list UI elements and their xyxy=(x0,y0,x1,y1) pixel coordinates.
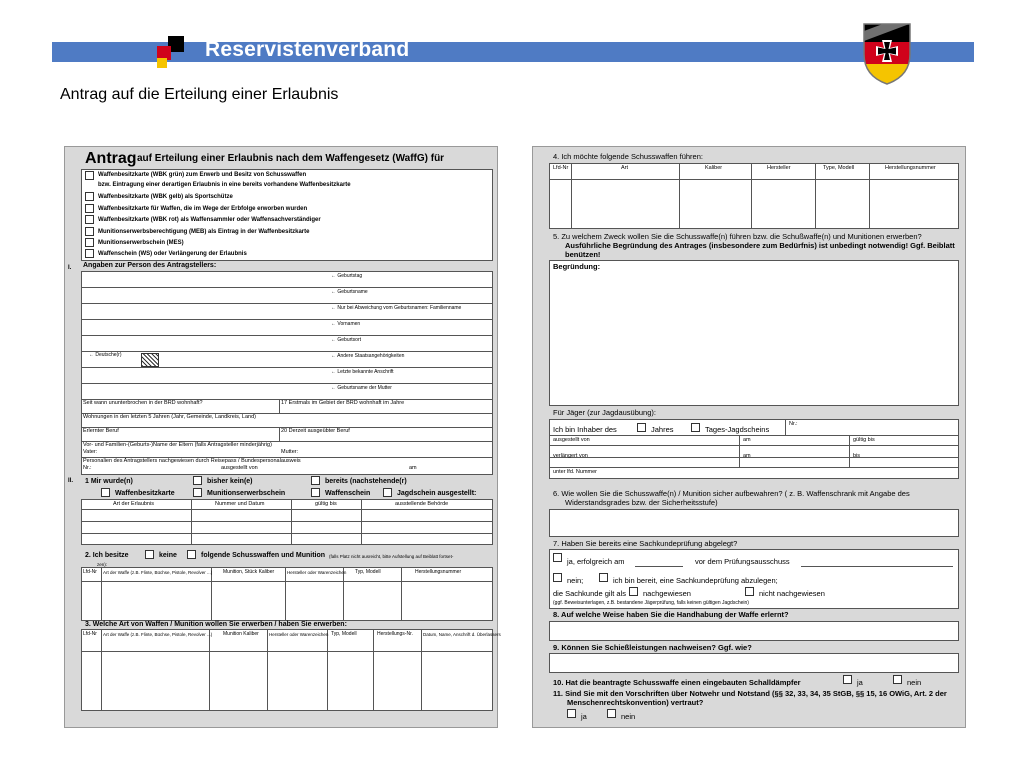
option-label-4: Waffenbesitzkarte (WBK rot) als Waffensammler oder Waffensachverständiger xyxy=(98,217,321,223)
q2-note: (falls Platz nicht ausreicht, bitte Aufstellung auf Beiblatt fortset- xyxy=(329,554,454,559)
ggf-note: (ggf. Beweisunterlagen, z.B. bestandene Jägerprüfung, falls keinen gültigen Jagdschein) xyxy=(553,600,749,606)
inhaber-label: Ich bin Inhaber des xyxy=(553,425,617,434)
section-1-title: Angaben zur Person des Antragstellers: xyxy=(83,262,217,269)
owned-col-1: Lfd-Nr xyxy=(83,569,97,575)
option-label-3: Waffenbesitzkarte für Waffen, die im Wege der Erbfolge erworben wurden xyxy=(98,206,308,212)
jaeger-label: Für Jäger (zur Jagdausübung): xyxy=(553,408,656,417)
field-first-names: ← Vornamen xyxy=(331,321,361,327)
section-2-number: II. xyxy=(68,478,74,484)
acquire-col-2: Art der Waffe (z.B. Flinte, Büchse, Pistole, Revolver ...) xyxy=(103,632,213,637)
sachkunde-gilt-label: die Sachkunde gilt als xyxy=(553,589,626,598)
jagd-nr-label: Nr.: xyxy=(789,421,798,427)
label-ws: Waffenschein xyxy=(325,490,371,497)
checkbox-nachgewiesen[interactable] xyxy=(629,587,638,596)
checkbox-mes[interactable] xyxy=(193,488,202,497)
option-checkbox-5[interactable] xyxy=(85,227,94,236)
checkbox-q11-ja[interactable] xyxy=(567,709,576,718)
tages-label: Tages-Jagdscheins xyxy=(705,425,770,434)
field-family-name: ← Nur bei Abweichung vom Geburtsnamen: Familienname xyxy=(331,305,462,311)
carry-col-5: Type, Modell xyxy=(823,165,855,171)
hatched-box xyxy=(141,353,159,367)
q10-label: 10. Hat die beantragte Schusswaffe einen eingebauten Schalldämpfer xyxy=(553,678,801,687)
label-mutter: Mutter: xyxy=(281,449,299,455)
checkbox-ja-erfolgreich[interactable] xyxy=(553,553,562,562)
begruendung-label: Begründung: xyxy=(553,262,601,271)
acquire-col-1: Lfd-Nr xyxy=(83,631,97,637)
form-page-right xyxy=(532,146,966,728)
field-birth-name: ← Geburtsname xyxy=(331,289,368,295)
label-wohnungen: Wohnungen in den letzten 5 Jahren (Jahr, Gemeinde, Landkreis, Land) xyxy=(83,414,256,420)
checkbox-wbk[interactable] xyxy=(101,488,110,497)
q9-answer-field[interactable] xyxy=(549,653,959,673)
ja-erfolgreich-label: ja, erfolgreich am xyxy=(567,557,625,566)
q8-label: 8. Auf welche Weise haben Sie die Handhabung der Waffe erlernt? xyxy=(553,610,789,619)
q6-line2: Widerstandsgrades bzw. der Sicherheitsstufe) xyxy=(565,498,718,507)
checkbox-tages[interactable] xyxy=(691,423,700,432)
checkbox-bereits[interactable] xyxy=(311,476,320,485)
carry-col-3: Kaliber xyxy=(705,165,723,171)
iron-cross-shield-icon xyxy=(860,20,914,86)
form-heading-big: Antrag xyxy=(85,150,137,167)
checkbox-bereit[interactable] xyxy=(599,573,608,582)
option-label-1: Waffenbesitzkarte (WBK grün) zum Erwerb und Besitz von Schusswaffen xyxy=(98,172,307,178)
label-eltern: Vor- und Familien-(Geburts-)Name der Eltern (falls Antragsteller minderjährig) xyxy=(83,442,272,448)
q7-label: 7. Haben Sie bereits eine Sachkundeprüfung abgelegt? xyxy=(553,539,738,548)
label-vater: Vater: xyxy=(83,449,98,455)
jagd-ausgestellt-von: ausgestellt von xyxy=(553,437,590,443)
form-page-left xyxy=(64,146,501,728)
logo-yellow-square xyxy=(157,58,167,68)
permits-col-1: Art der Erlaubnis xyxy=(113,501,154,507)
checkbox-keine[interactable] xyxy=(145,550,154,559)
carry-col-4: Hersteller xyxy=(767,165,791,171)
label-folgende: folgende Schusswaffen und Munition xyxy=(201,552,326,559)
owned-col-5: Typ, Modell xyxy=(355,569,381,575)
q11-line2: Menschenrechtskonvention) vertraut? xyxy=(567,698,704,707)
q4-label: 4. Ich möchte folgende Schusswaffen führen: xyxy=(553,152,703,161)
permits-col-2: Nummer und Datum xyxy=(215,501,265,507)
q1-label: 1 Mir wurde(n) xyxy=(85,478,133,485)
acquire-col-4: Hersteller oder Warenzeichen xyxy=(269,632,329,637)
label-seit-wann: Seit wann ununterbrochen in der BRD wohnhaft? xyxy=(83,400,203,406)
acquire-col-3: Munition Kaliber xyxy=(223,631,259,637)
nein-label: nein; xyxy=(567,576,584,585)
label-keine: keine xyxy=(159,552,177,559)
label-nr: Nr.: xyxy=(83,465,92,471)
table-acquire-weapons xyxy=(81,629,493,711)
nicht-nachgewiesen-label: nicht nachgewiesen xyxy=(759,589,825,598)
label-wbk: Waffenbesitzkarte xyxy=(115,490,175,497)
bereit-label: ich bin bereit, eine Sachkundeprüfung abzulegen; xyxy=(613,576,778,585)
q6-answer-field[interactable] xyxy=(549,509,959,537)
option-checkbox-6[interactable] xyxy=(85,238,94,247)
jagd-am-1: am xyxy=(743,437,751,443)
nachgewiesen-label: nachgewiesen xyxy=(643,589,691,598)
field-last-address: ← Letzte bekannte Anschrift xyxy=(331,369,394,375)
q5-line2: Ausführliche Begründung des Antrages (insbesondere zum Bedürfnis) ist unbedingt notwendig! Ggf. Beiblatt xyxy=(565,241,955,250)
option-label-2: Waffenbesitzkarte (WBK gelb) als Sportschütze xyxy=(98,194,233,200)
checkbox-q10-nein[interactable] xyxy=(893,675,902,684)
label-derzeit: 20 Derzeit ausgeübter Beruf xyxy=(281,428,350,434)
q11-line1: 11. Sind Sie mit den Vorschriften über Notwehr und Notstand (§§ 32, 33, 34, 35 StGB, §§ 15, 16 OWiG, Art. 2 der xyxy=(553,689,947,698)
option-label-6: Munitionserwerbschein (MES) xyxy=(98,240,184,246)
owned-col-3: Munition, Stück Kaliber xyxy=(223,569,275,575)
page-title: Antrag auf die Erteilung einer Erlaubnis xyxy=(60,86,339,103)
checkbox-q10-ja[interactable] xyxy=(843,675,852,684)
checkbox-bisher-kein[interactable] xyxy=(193,476,202,485)
checkbox-q11-nein[interactable] xyxy=(607,709,616,718)
field-other-nationality: ← Andere Staatsangehörigkeiten xyxy=(331,353,405,359)
jagd-gueltig-bis: gültig bis xyxy=(853,437,875,443)
option-label-1b: bzw. Eintragung einer derartigen Erlaubnis in eine bereits vorhandene Waffenbesitzkarte xyxy=(98,182,351,188)
option-checkbox-7[interactable] xyxy=(85,249,94,258)
q2-note2: zen): xyxy=(97,562,108,567)
label-ausgestellt-von: ausgestellt von xyxy=(221,465,258,471)
acquire-col-6: Herstellungs-Nr. xyxy=(377,631,413,637)
option-checkbox-2[interactable] xyxy=(85,192,94,201)
option-label-7: Waffenschein (WS) oder Verlängerung der Erlaubnis xyxy=(98,251,247,257)
label-am: am xyxy=(409,465,417,471)
owned-col-4: Hersteller oder Warenzeichen xyxy=(287,570,347,575)
owned-col-2: Art der Waffe (z.B. Flinte, Büchse, Pistole, Revolver ...) xyxy=(103,570,213,575)
jagd-verlaengert-von: verlängert von xyxy=(553,453,588,459)
checkbox-nein[interactable] xyxy=(553,573,562,582)
q8-answer-field[interactable] xyxy=(549,621,959,641)
q6-line1: 6. Wie wollen Sie die Schusswaffe(n) / Munition sicher aufbewahren? ( z. B. Waffenschrank mit Angabe des xyxy=(553,489,910,498)
label-erstmals: 17 Erstmals im Gebiet der BRD wohnhaft im Jahre xyxy=(281,400,405,406)
q3-label: 3. Welche Art von Waffen / Munition wollen Sie erwerben / haben Sie erwerben: xyxy=(85,621,347,628)
field-mother-birthname: ← Geburtsname der Mutter xyxy=(331,385,392,391)
permits-col-3: gültig bis xyxy=(315,501,337,507)
section-1-number: I. xyxy=(68,265,72,271)
carry-col-1: Lfd-Nr xyxy=(553,165,569,171)
vor-dem-label: vor dem Prüfungsausschuss xyxy=(695,557,790,566)
label-bereits: bereits (nachstehende(r) xyxy=(325,478,407,485)
field-birthplace: ← Geburtsort xyxy=(331,337,362,343)
org-name: Reservistenverband xyxy=(205,38,410,61)
q2-label: 2. Ich besitze xyxy=(85,552,129,559)
table-carry-weapons xyxy=(549,163,959,229)
q11-nein-label: nein xyxy=(621,712,636,721)
checkbox-jahres[interactable] xyxy=(637,423,646,432)
option-checkbox-3[interactable] xyxy=(85,204,94,213)
begruendung-field[interactable] xyxy=(549,260,959,406)
permits-col-4: ausstellende Behörde xyxy=(395,501,449,507)
q11-ja-label: ja xyxy=(581,712,587,721)
jahres-label: Jahres xyxy=(651,425,674,434)
q10-ja-label: ja xyxy=(857,678,863,687)
checkbox-ws[interactable] xyxy=(311,488,320,497)
jagd-am-2: am xyxy=(743,453,751,459)
checkbox-nicht-nachgewiesen[interactable] xyxy=(745,587,754,596)
form-heading: auf Erteilung einer Erlaubnis nach dem Waffengesetz (WaffG) für xyxy=(137,153,445,164)
checkbox-folgende[interactable] xyxy=(187,550,196,559)
label-bisher-kein: bisher kein(e) xyxy=(207,478,253,485)
option-checkbox-1[interactable] xyxy=(85,171,94,180)
field-deutscher: ← Deutsche(r) xyxy=(89,352,122,358)
label-personalien: Personalien des Antragstellers nachgewiesen durch Reisepass / Bundespersonalausweis xyxy=(83,458,301,464)
checkbox-jagd[interactable] xyxy=(383,488,392,497)
carry-col-6: Herstellungsnummer xyxy=(885,165,936,171)
carry-col-2: Art xyxy=(621,165,629,171)
q5-line1: 5. Zu welchem Zweck wollen Sie die Schusswaffe(n) führen bzw. die Schußwaffe(n) und Munitionen erwerben? xyxy=(553,232,922,241)
acquire-col-5: Typ, Modell xyxy=(331,631,357,637)
owned-col-6: Herstellungsnummer xyxy=(415,569,462,575)
jagd-unter-nr: unter lfd. Nummer xyxy=(553,469,598,475)
acquire-col-7: Datum, Name, Anschrift d. Überlassers xyxy=(423,632,501,637)
option-checkbox-4[interactable] xyxy=(85,215,94,224)
label-mes: Munitionserwerbschein xyxy=(207,490,286,497)
option-label-5: Munitionserwerbsberechtigung (MEB) als Eintrag in der Waffenbesitzkarte xyxy=(98,229,310,235)
q9-label: 9. Können Sie Schießleistungen nachweisen? Ggf. wie? xyxy=(553,643,752,652)
field-birthday: ← Geburtstag xyxy=(331,273,363,279)
q10-nein-label: nein xyxy=(907,678,922,687)
label-jagd: Jagdschein ausgestellt: xyxy=(397,490,477,497)
jagd-bis: bis xyxy=(853,453,861,459)
label-beruf: Erlernter Beruf xyxy=(83,428,119,434)
q5-line3: benützen! xyxy=(565,250,601,259)
header-bar xyxy=(52,42,974,62)
